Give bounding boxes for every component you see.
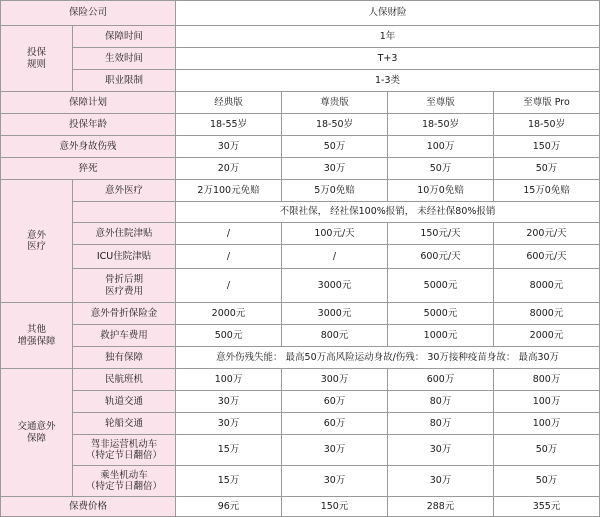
icu-value: 600元/天 (388, 245, 494, 269)
icu-value: / (282, 245, 388, 269)
traffic-label: 轨道交通 (73, 391, 176, 413)
price-value: 96元 (176, 497, 282, 517)
traffic-value: 30万 (282, 466, 388, 497)
ambulance-value: 1000元 (388, 325, 494, 347)
company-label: 保险公司 (1, 1, 176, 26)
traffic-value: 600万 (388, 369, 494, 391)
traffic-value: 80万 (388, 391, 494, 413)
fracture-value: 8000元 (494, 269, 600, 303)
medical-note-row (1, 202, 600, 223)
rules-value: 1-3类 (176, 70, 600, 92)
medical-value: 2万100元免赔 (176, 180, 282, 202)
extra-group-label: 其他 增强保障 (1, 303, 73, 369)
accident-death-value: 50万 (282, 136, 388, 158)
traffic-row (1, 466, 600, 497)
ambulance-value: 800元 (282, 325, 388, 347)
plan-option: 经典版 (176, 92, 282, 114)
fracture-fund-value: 3000元 (282, 303, 388, 325)
hospital-label: 意外住院津贴 (73, 223, 176, 245)
traffic-value: 100万 (494, 391, 600, 413)
traffic-row (1, 391, 600, 413)
rules-value: 1年 (176, 26, 600, 48)
medical-note: 不限社保， 经社保100%报销， 未经社保80%报销 (176, 202, 600, 223)
traffic-row (1, 369, 600, 391)
traffic-label: 乘坐机动车 （特定节日翻倍） (73, 466, 176, 497)
traffic-value: 50万 (494, 466, 600, 497)
sudden-death-value: 50万 (494, 158, 600, 180)
rules-label: 生效时间 (73, 48, 176, 70)
traffic-value: 15万 (176, 466, 282, 497)
medical-label: 意外医疗 (73, 180, 176, 202)
plan-option: 至尊版 Pro (494, 92, 600, 114)
medical-row (1, 180, 600, 202)
traffic-label: 民航班机 (73, 369, 176, 391)
plan-option: 尊贵版 (282, 92, 388, 114)
medical-note-spacer (73, 202, 176, 223)
medical-value: 10万0免赔 (388, 180, 494, 202)
icu-value: / (176, 245, 282, 269)
traffic-value: 60万 (282, 391, 388, 413)
fracture-fund-value: 8000元 (494, 303, 600, 325)
accident-death-row (1, 136, 600, 158)
fracture-label: 骨折后期 医疗费用 (73, 269, 176, 303)
hospital-value: 100元/天 (282, 223, 388, 245)
traffic-row (1, 413, 600, 435)
traffic-value: 60万 (282, 413, 388, 435)
traffic-value: 800万 (494, 369, 600, 391)
accident-death-value: 100万 (388, 136, 494, 158)
hospital-value: 150元/天 (388, 223, 494, 245)
traffic-value: 50万 (494, 435, 600, 466)
hospital-value: 200元/天 (494, 223, 600, 245)
fracture-row (1, 269, 600, 303)
unique-row (1, 347, 600, 369)
rules-row (1, 48, 600, 70)
traffic-value: 30万 (388, 435, 494, 466)
rules-label: 职业限制 (73, 70, 176, 92)
header-row (1, 1, 600, 26)
rules-label: 保障时间 (73, 26, 176, 48)
traffic-label: 轮船交通 (73, 413, 176, 435)
price-label: 保费价格 (1, 497, 176, 517)
rules-row (1, 70, 600, 92)
plan-row (1, 92, 600, 114)
fracture-value: 5000元 (388, 269, 494, 303)
traffic-value: 80万 (388, 413, 494, 435)
price-value: 150元 (282, 497, 388, 517)
unique-value: 意外伤残失能： 最高50万高风险运动身故/伤残： 30万接种疫苗身故： 最高30万 (176, 347, 600, 369)
sudden-death-label: 猝死 (1, 158, 176, 180)
hospital-row (1, 223, 600, 245)
price-value: 355元 (494, 497, 600, 517)
fracture-fund-value: 5000元 (388, 303, 494, 325)
traffic-value: 100万 (176, 369, 282, 391)
fracture-value: 3000元 (282, 269, 388, 303)
traffic-value: 30万 (388, 466, 494, 497)
icu-label: ICU住院津贴 (73, 245, 176, 269)
age-label: 投保年龄 (1, 114, 176, 136)
plan-label: 保障计划 (1, 92, 176, 114)
traffic-label: 驾非运营机动车 （特定节日翻倍） (73, 435, 176, 466)
age-value: 18-55岁 (176, 114, 282, 136)
traffic-value: 100万 (494, 413, 600, 435)
fracture-value: / (176, 269, 282, 303)
accident-death-label: 意外身故伤残 (1, 136, 176, 158)
ambulance-label: 救护车费用 (73, 325, 176, 347)
rules-value: T+3 (176, 48, 600, 70)
medical-group-label: 意外 医疗 (1, 180, 73, 303)
age-row (1, 114, 600, 136)
rules-group-label: 投保 规则 (1, 26, 73, 92)
ambulance-row (1, 325, 600, 347)
company-value: 人保财险 (176, 1, 600, 26)
accident-death-value: 150万 (494, 136, 600, 158)
traffic-row (1, 435, 600, 466)
ambulance-value: 2000元 (494, 325, 600, 347)
traffic-value: 30万 (176, 413, 282, 435)
traffic-value: 30万 (176, 391, 282, 413)
icu-row (1, 245, 600, 269)
traffic-value: 300万 (282, 369, 388, 391)
plan-option: 至尊版 (388, 92, 494, 114)
traffic-value: 15万 (176, 435, 282, 466)
price-row (1, 497, 600, 517)
age-value: 18-50岁 (494, 114, 600, 136)
rules-row (1, 26, 600, 48)
medical-value: 5万0免赔 (282, 180, 388, 202)
fracture-fund-row (1, 303, 600, 325)
age-value: 18-50岁 (282, 114, 388, 136)
accident-death-value: 30万 (176, 136, 282, 158)
sudden-death-row (1, 158, 600, 180)
price-value: 288元 (388, 497, 494, 517)
unique-label: 独有保障 (73, 347, 176, 369)
traffic-value: 30万 (282, 435, 388, 466)
sudden-death-value: 30万 (282, 158, 388, 180)
icu-value: 600元/天 (494, 245, 600, 269)
sudden-death-value: 20万 (176, 158, 282, 180)
age-value: 18-50岁 (388, 114, 494, 136)
fracture-fund-label: 意外骨折保险金 (73, 303, 176, 325)
ambulance-value: 500元 (176, 325, 282, 347)
fracture-fund-value: 2000元 (176, 303, 282, 325)
sudden-death-value: 50万 (388, 158, 494, 180)
medical-value: 15万0免赔 (494, 180, 600, 202)
hospital-value: / (176, 223, 282, 245)
traffic-group-label: 交通意外 保障 (1, 369, 73, 497)
